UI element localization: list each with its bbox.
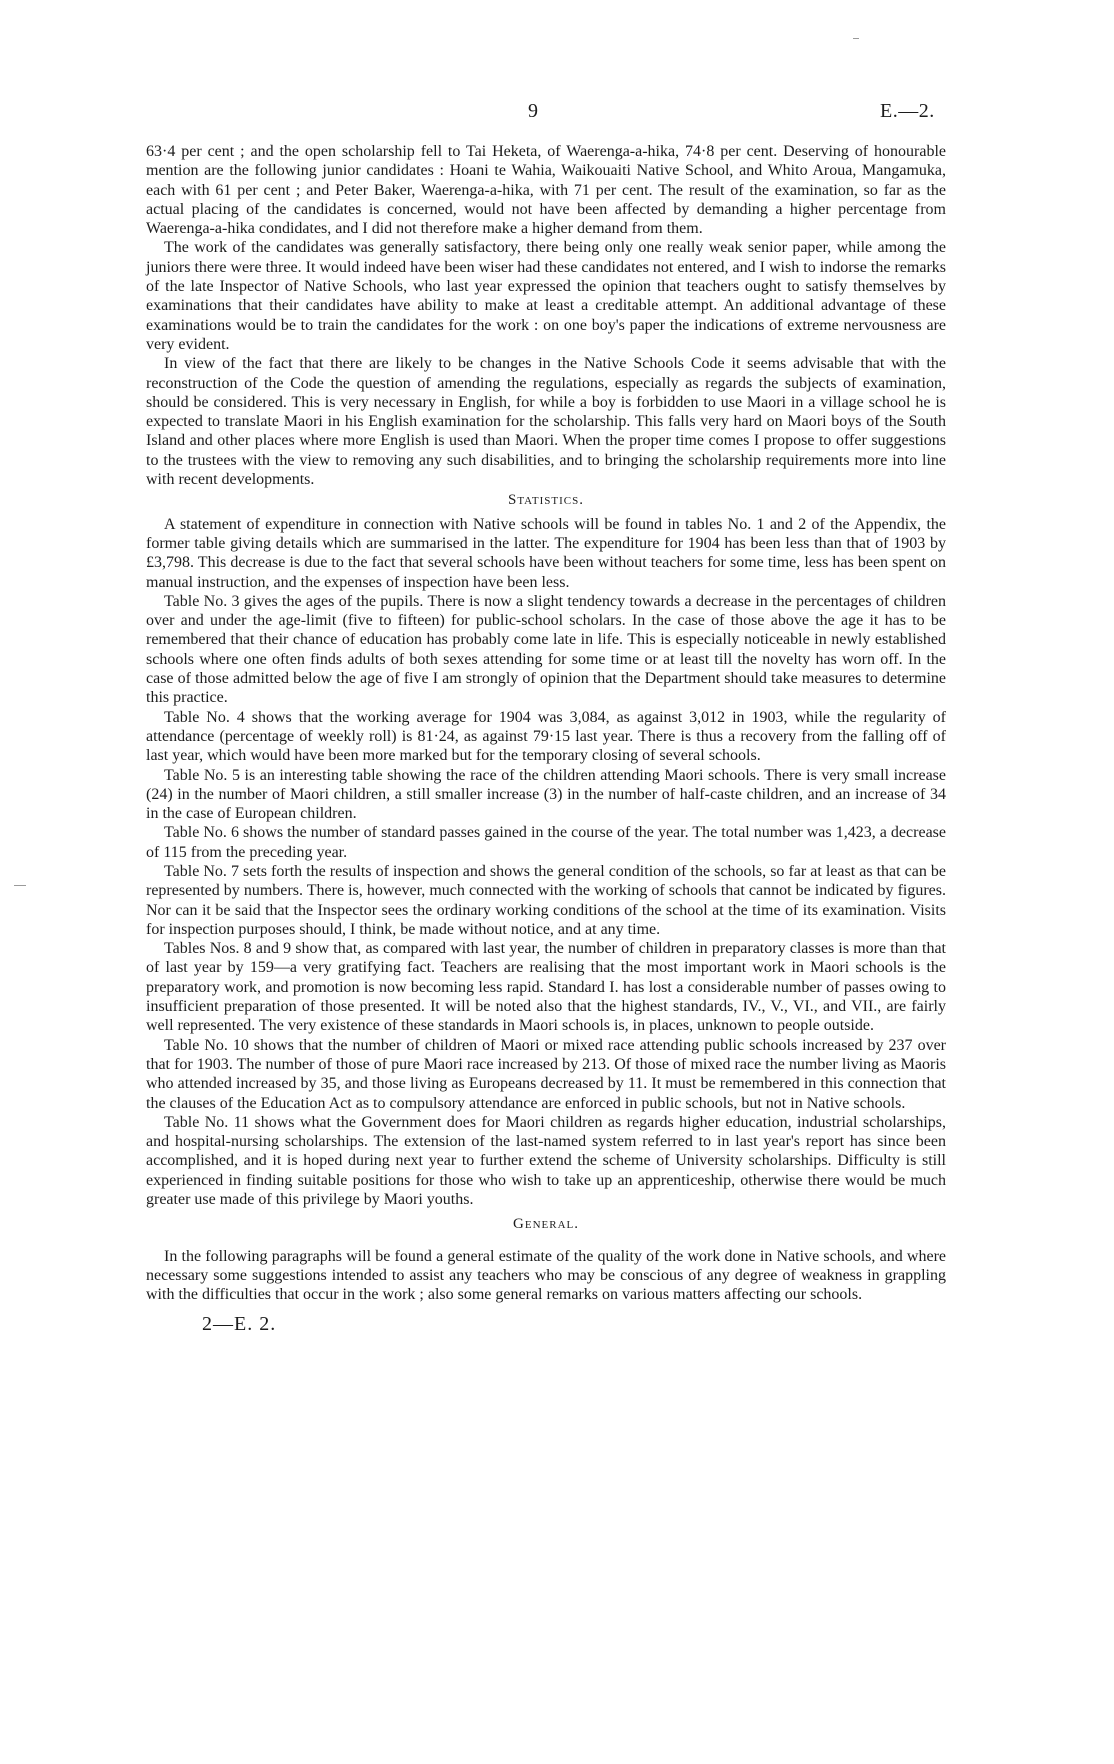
page-number: 9	[528, 100, 538, 122]
scan-mark	[14, 885, 26, 886]
general-heading: General.	[513, 1216, 579, 1233]
paragraph: Table No. 11 shows what the Government does for Maori children as regards higher education, industrial scholarships, and hospital-nursing scholarships. The extension of the last-named system referred to in last year's report has since been accomplished, and it is hoped during next year to further extend the scheme of University scholarships. Difficulty is still experienced in finding suitable positions for those who wish to take up an apprenticeship, otherwise there would be much greater use made of this privilege by Maori youths.	[146, 1113, 946, 1209]
scan-mark	[853, 38, 859, 39]
paragraph: Table No. 10 shows that the number of children of Maori or mixed race attending public schools increased by 237 over that for 1903. The number of those of pure Maori race increased by 213. Of those of mixed race the number living as Maoris who attended increased by 35, and those living as Europeans decreased by 11. It must be remembered in this connection that the clauses of the Education Act as to compulsory attendance are enforced in public schools, but not in Native schools.	[146, 1036, 946, 1112]
paragraph: 63·4 per cent ; and the open scholarship fell to Tai Heketa, of Waerenga-a-hika, 74·8 per cent. Deserving of honourable mention are the following junior candidates : Hoani te Wahia, Waikouaiti Native School, and Whito Aroua, Mangamuka, each with 61 per cent ; and Peter Baker, Waerenga-a-hika, with 71 per cent. The result of the examination, so far as the actual placing of the candidates is concerned, would not have been affected by demanding a higher percentage from Waerenga-a-hika condidates, and I did not therefore make a higher demand from them.	[146, 143, 946, 238]
paragraph: In the following paragraphs will be found a general estimate of the quality of the work done in Native schools, and where necessary some suggestions intended to assist any teachers who may be conscious of any degree of weakness in grappling with the difficulties that occur in the work ; also some general remarks on various matters affecting our schools.	[146, 1247, 946, 1304]
paragraph: Table No. 5 is an interesting table showing the race of the children attending Maori schools. There is very small increase (24) in the number of Maori children, a still smaller increase (3) in the number of half-caste children, and an increase of 34 in the case of European children.	[146, 766, 946, 823]
page-header	[0, 100, 1114, 130]
paragraph: Table No. 4 shows that the working average for 1904 was 3,084, as against 3,012 in 1903, while the regularity of attendance (percentage of weekly roll) is 81·24, as against 79·15 last year. There is thus a recovery from the falling off of last year, which would have been more marked but for the temporary closing of several schools.	[146, 708, 946, 765]
paragraph: Table No. 7 sets forth the results of inspection and shows the general condition of the schools, so far at least as that can be represented by numbers. There is, however, much connected with the working of schools that cannot be indicated by figures. Nor can it be said that the Inspector sees the ordinary working conditions of the school at the time of its examination. Visits for inspection purposes should, I think, be made without notice, and at any time.	[146, 862, 946, 938]
paragraph: The work of the candidates was generally satisfactory, there being only one really weak senior paper, while among the juniors there were three. It would indeed have been wiser had these candidates not entered, and I wish to indorse the remarks of the late Inspector of Native Schools, who last year expressed the opinion that teachers ought to satisfy themselves by examinations that their candidates have ability to make at least a creditable attempt. An additional advantage of these examinations would be to train the candidates for the work : on one boy's paper the indications of extreme nervousness are very evident.	[146, 239, 946, 353]
paragraph: Tables Nos. 8 and 9 show that, as compared with last year, the number of children in preparatory classes is more than that of last year by 159—a very gratifying fact. Teachers are realising that the most important work in Maori schools is the preparatory work, and promotion is now becoming less rapid. Standard I. has lost a considerable number of passes owing to insufficient preparation of those presented. It will be noted also that the highest standards, IV., V., VI., and VII., are fairly well represented. The very existence of these standards in Maori schools is, in places, unknown to people outside.	[146, 940, 946, 1035]
document-code: E.—2.	[880, 100, 935, 122]
footer-signature-code: 2—E. 2.	[202, 1312, 277, 1335]
statistics-heading: Statistics.	[508, 492, 584, 509]
paragraph: In view of the fact that there are likely to be changes in the Native Schools Code it seems advisable that with the reconstruction of the Code the question of amending the regulations, especially as regards the subjects of examination, should be considered. This is very necessary in English, for while a boy is forbidden to use Maori in a village school he is expected to translate Maori in his English examination for the scholarship. This falls very hard on Maori boys of the South Island and other places where more English is used than Maori. When the proper time comes I propose to offer suggestions to the trustees with the view to removing any such disabilities, and to bringing the scholarship requirements more into line with recent developments.	[146, 355, 946, 489]
page-body	[146, 142, 946, 1334]
paragraph: Table No. 3 gives the ages of the pupils. There is now a slight tendency towards a decrease in the percentages of children over and under the age-limit (five to fifteen) for public-school scholars. In the case of those above the age it has to be remembered that their chance of education has probably come late in life. This is especially noticeable in newly established schools where one often finds adults of both sexes attending for some time or at least till the novelty has worn off. In the case of those admitted below the age of five I am strongly of opinion that the Department should take measures to determine this practice.	[146, 592, 946, 707]
paragraph: Table No. 6 shows the number of standard passes gained in the course of the year. The total number was 1,423, a decrease of 115 from the preceding year.	[146, 824, 946, 861]
paragraph: A statement of expenditure in connection with Native schools will be found in tables No. 1 and 2 of the Appendix, the former table giving details which are summarised in the latter. The expenditure for 1904 has been less than that of 1903 by £3,798. This decrease is due to the fact that several schools have been without teachers for some time, less has been spent on manual instruction, and the expenses of inspection have been less.	[146, 515, 946, 591]
